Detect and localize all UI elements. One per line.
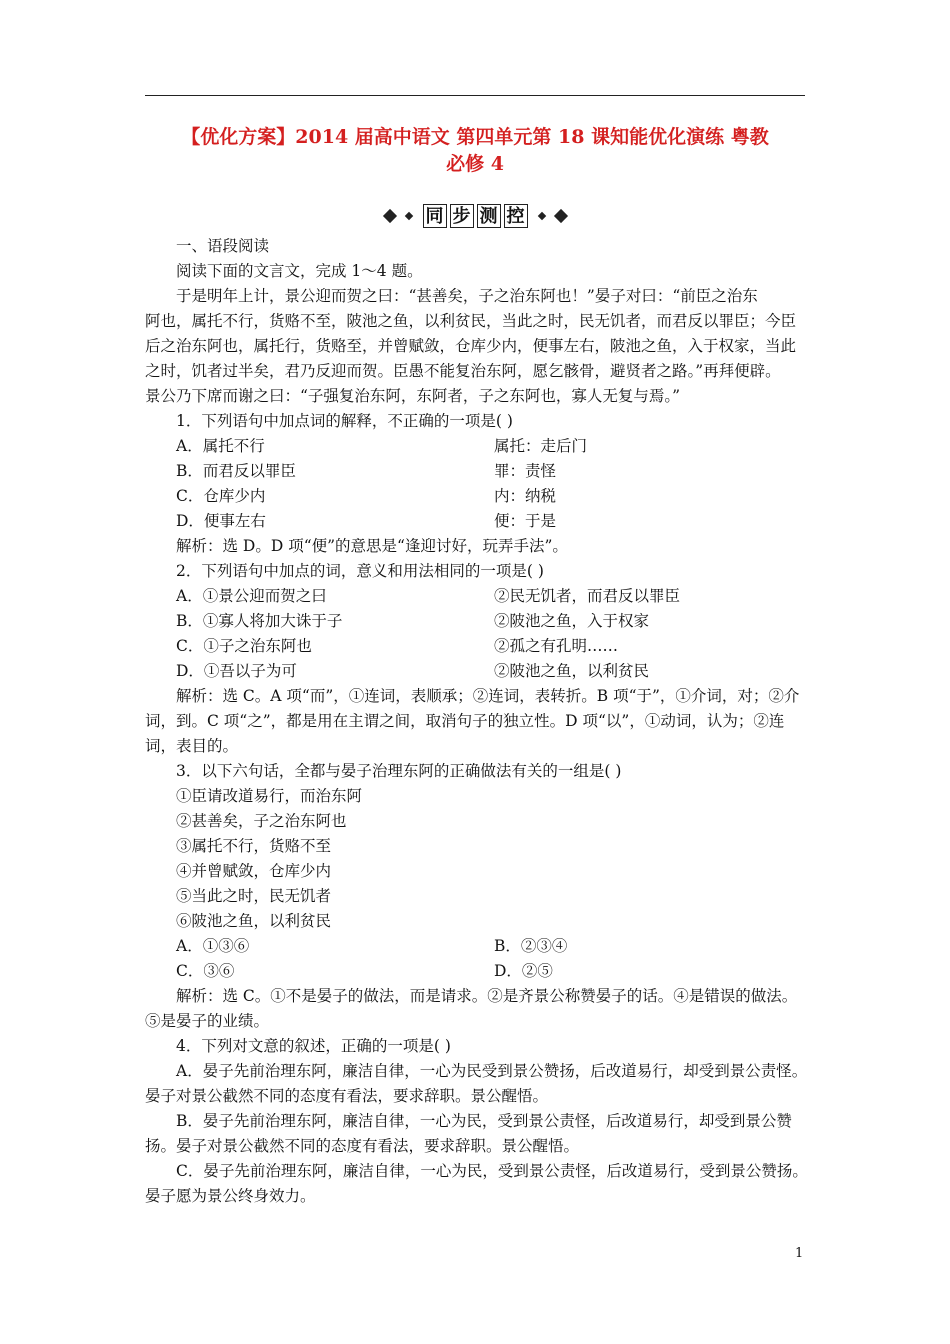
question-1-stem: 1．下列语句中加点词的解释，不正确的一项是( ): [176, 412, 513, 430]
question-4-option: A．晏子先前治理东阿，廉洁自律，一心为民受到景公赞扬，后改道易行，却受到景公责怪。: [176, 1062, 808, 1080]
question-1-analysis: 解析：选 D。D 项“便”的意思是“逢迎讨好，玩弄手法”。: [176, 537, 568, 555]
diamond-icon: [404, 212, 412, 220]
question-3-item: ①臣请改道易行，而治东阿: [176, 787, 363, 805]
question-3-item: ③属托不行，货赂不至: [176, 837, 332, 855]
question-1-option: [145, 459, 820, 484]
option-text: ②民无饥者，而君反以罪臣: [494, 587, 681, 605]
question-2-stem: 2．下列语句中加点的词，意义和用法相同的一项是( ): [176, 562, 544, 580]
passage-line: 景公乃下席而谢之曰：“子强复治东阿，东阿者，子之东阿也，寡人无复与焉。”: [145, 387, 681, 405]
section-heading: 一、语段阅读: [176, 237, 270, 255]
question-3-item: ④并曾赋敛，仓库少内: [176, 862, 332, 880]
diamond-icon: [382, 209, 396, 223]
question-3-stem: 3．以下六句话，全都与晏子治理东阿的正确做法有关的一组是( ): [176, 762, 622, 780]
option-gloss: 便：于是: [494, 512, 557, 530]
option-text: C．仓库少内: [176, 487, 266, 505]
question-3-option: [145, 959, 820, 984]
option-text: C．③⑥: [176, 962, 235, 980]
question-2-analysis: 解析：选 C。A 项“而”，①连词，表顺承；②连词，表转折。B 项“于”，①介词，对；②介: [176, 687, 800, 705]
question-3-analysis: 解析：选 C。①不是晏子的做法，而是请求。②是齐景公称赞晏子的话。④是错误的做法。: [176, 987, 798, 1005]
question-1-option: [145, 434, 820, 459]
option-text: ②陂池之鱼，入于权家: [494, 612, 650, 630]
diamond-icon: [537, 212, 545, 220]
question-2-option: [145, 584, 820, 609]
header-rule: [145, 95, 805, 96]
question-4-stem: 4．下列对文意的叙述，正确的一项是( ): [176, 1037, 451, 1055]
banner-char: 控: [504, 204, 528, 228]
option-text: B．①寡人将加大诛于子: [176, 612, 343, 630]
question-2-option: [145, 659, 820, 684]
passage-line: 于是明年上计，景公迎而贺之曰：“甚善矣，子之治东阿也！”晏子对曰：“前臣之治东: [176, 287, 758, 305]
section-banner: [0, 203, 950, 229]
question-3-option: [145, 934, 820, 959]
question-1-option: [145, 509, 820, 534]
option-text: B．而君反以罪臣: [176, 462, 296, 480]
question-3-item: ⑤当此之时，民无饥者: [176, 887, 332, 905]
option-gloss: 属托：走后门: [494, 437, 588, 455]
question-2-analysis: 词，表目的。: [145, 737, 239, 755]
passage-line: 后之治东阿也，属托行，货赂至，并曾赋敛，仓库少内，便事左右，陂池之鱼，入于权家，当此: [145, 337, 797, 355]
question-2-option: [145, 634, 820, 659]
option-text: ②孤之有孔明……: [494, 637, 619, 655]
banner-char: 同: [423, 204, 447, 228]
option-text: ②陂池之鱼，以利贫民: [494, 662, 650, 680]
question-4-option: C．晏子先前治理东阿，廉洁自律，一心为民，受到景公责怪，后改道易行，受到景公赞扬。: [176, 1162, 808, 1180]
question-4-option: B．晏子先前治理东阿，廉洁自律，一心为民，受到景公责怪，后改道易行，却受到景公赞: [176, 1112, 792, 1130]
title-line-2: 必修 4: [446, 153, 504, 175]
document-body: [145, 234, 820, 1209]
question-4-option: 晏子愿为景公终身效力。: [145, 1187, 316, 1205]
option-text: D．便事左右: [176, 512, 266, 530]
banner-char: 测: [477, 204, 501, 228]
question-2-analysis: 词，到。C 项“之”，都是用在主谓之间，取消句子的独立性。D 项“以”，①动词，认为；②连: [145, 712, 785, 730]
question-1-option: [145, 484, 820, 509]
banner-char: 步: [450, 204, 474, 228]
diamond-icon: [553, 209, 567, 223]
question-2-option: [145, 609, 820, 634]
option-text: D．①吾以子为可: [176, 662, 297, 680]
option-text: A．属托不行: [176, 437, 265, 455]
question-3-analysis: ⑤是晏子的业绩。: [145, 1012, 270, 1030]
passage-line: 阿也，属托不行，货赂不至，陂池之鱼，以利贫民，当此之时，民无饥者，而君反以罪臣；今臣: [145, 312, 797, 330]
option-text: C．①子之治东阿也: [176, 637, 312, 655]
question-4-option: 扬。晏子对景公截然不同的态度有看法，要求辞职。景公醒悟。: [145, 1137, 580, 1155]
passage-line: 之时，饥者过半矣，君乃反迎而贺。臣愚不能复治东阿，愿乞骸骨，避贤者之路。”再拜便辟。: [145, 362, 781, 380]
question-3-item: ②甚善矣，子之治东阿也: [176, 812, 347, 830]
title-line-1: 【优化方案】2014 届高中语文 第四单元第 18 课知能优化演练 粤教: [181, 126, 769, 148]
option-text: A．①景公迎而贺之曰: [176, 587, 327, 605]
instruction: 阅读下面的文言文，完成 1～4 题。: [176, 262, 423, 280]
document-title: [120, 124, 830, 178]
option-text: B．②③④: [494, 937, 568, 955]
option-text: A．①③⑥: [176, 937, 250, 955]
option-text: D．②⑤: [494, 962, 553, 980]
option-gloss: 内：纳税: [494, 487, 557, 505]
page-number: 1: [795, 1246, 804, 1261]
question-3-item: ⑥陂池之鱼，以利贫民: [176, 912, 332, 930]
question-4-option: 晏子对景公截然不同的态度有看法，要求辞职。景公醒悟。: [145, 1087, 549, 1105]
option-gloss: 罪：责怪: [494, 462, 557, 480]
